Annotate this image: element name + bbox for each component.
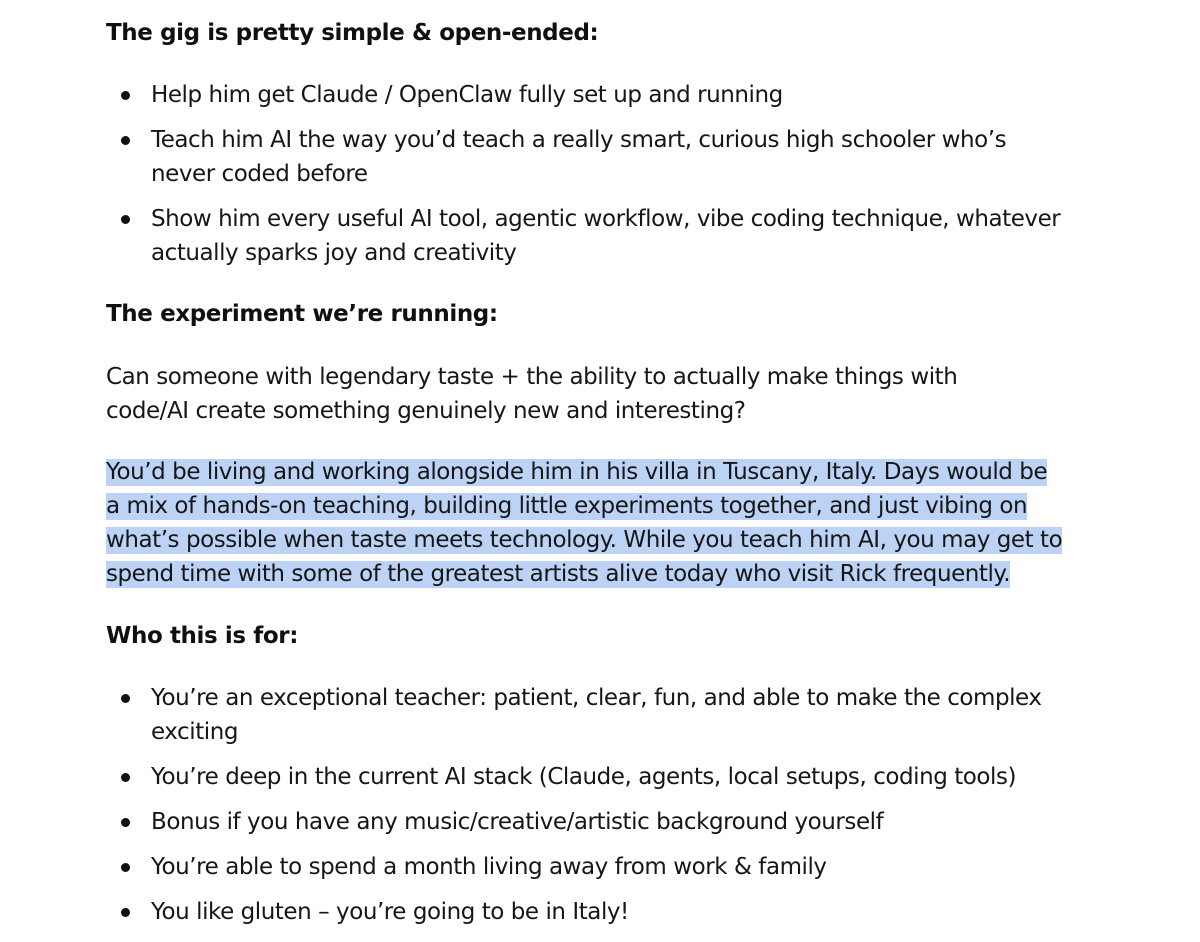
list-item: You’re able to spend a month living away from work & family — [106, 850, 1066, 884]
bullet-icon — [121, 694, 130, 703]
bullet-icon — [121, 908, 130, 917]
bullet-icon — [121, 863, 130, 872]
list-item: Help him get Claude / OpenClaw fully set up and running — [106, 78, 1066, 112]
list-item: Show him every useful AI tool, agentic workflow, vibe coding technique, whatever actually sparks joy and creativity — [106, 202, 1066, 270]
gig-list — [106, 78, 1066, 281]
list-item: You like gluten – you’re going to be in Italy! — [106, 895, 1066, 929]
villa-paragraph — [106, 455, 1066, 591]
bullet-icon — [121, 773, 130, 782]
section-heading-gig: The gig is pretty simple & open-ended: — [106, 20, 599, 46]
list-item: You’re an exceptional teacher: patient, clear, fun, and able to make the complex exciting — [106, 681, 1066, 749]
list-item: You’re deep in the current AI stack (Claude, agents, local setups, coding tools) — [106, 760, 1066, 794]
highlighted-text[interactable]: You’d be living and working alongside him in his villa in Tuscany, Italy. Days would be a mix of hands-on teaching, building little experiments together, and just vibing on what’s possible when taste meets technology. While you teach him AI, you may get to spend time with some of the greatest artists alive today who visit Rick frequently. — [106, 459, 1063, 587]
section-heading-who: Who this is for: — [106, 623, 299, 649]
bullet-icon — [121, 215, 130, 224]
bullet-icon — [121, 136, 130, 145]
section-heading-experiment: The experiment we’re running: — [106, 301, 498, 327]
bullet-icon — [121, 818, 130, 827]
who-list — [106, 681, 1066, 940]
list-item: Bonus if you have any music/creative/artistic background yourself — [106, 805, 1066, 839]
experiment-paragraph: Can someone with legendary taste + the ability to actually make things with code/AI create something genuinely new and interesting? — [106, 364, 958, 424]
list-item: Teach him AI the way you’d teach a really smart, curious high schooler who’s never coded before — [106, 123, 1066, 191]
bullet-icon — [121, 91, 130, 100]
